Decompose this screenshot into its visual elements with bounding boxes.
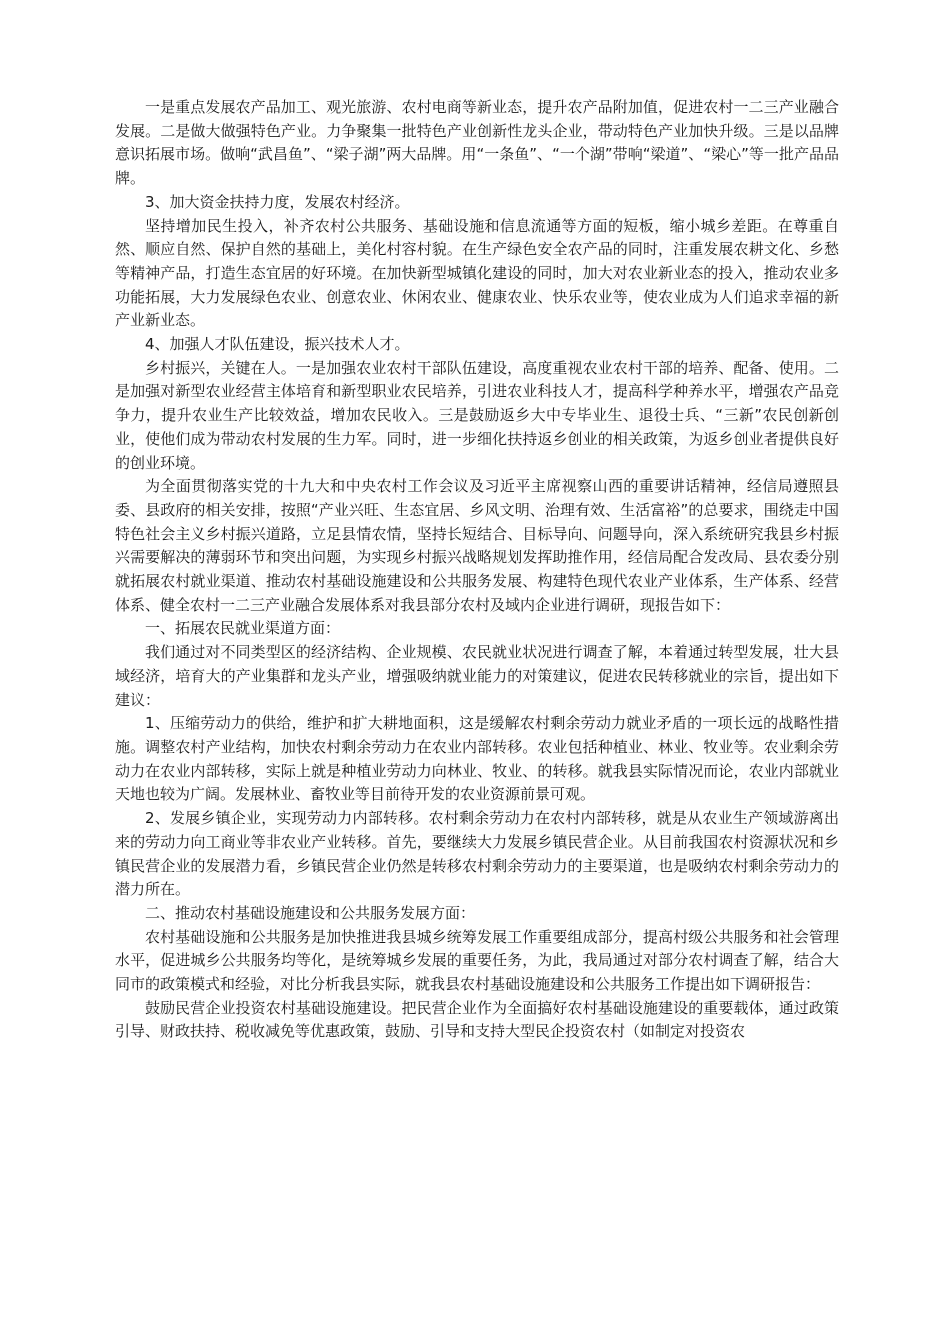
paragraph-labor-supply: 1、压缩劳动力的供给，维护和扩大耕地面积，这是缓解农村剩余劳动力就业矛盾的一项长远的战略性措施。调整农村产业结构，加快农村剩余劳动力在农业内部转移。农业包括种植业、林业、牧业等。农业剩余劳动力在农业内部转移，实际上就是种植业劳动力向林业、牧业、的转移。就我县实际情况而论，农业内部就业天地也较为广阔。发展林业、畜牧业等目前待开发的农业资源前景可观。 <box>115 714 839 804</box>
heading-infrastructure-services: 二、推动农村基础设施建设和公共服务发展方面： <box>145 903 476 922</box>
paragraph-report-intro: 为全面贯彻落实党的十九大和中央农村工作会议及习近平主席视察山西的重要讲话精神，经信局遵照县委、县政府的相关安排，按照“产业兴旺、生态宜居、乡风文明、治理有效、生活富裕”的总要求，围绕走中国特色社会主义乡村振兴道路，立足县情农情，坚持长短结合、目标导向、问题导向，深入系统研究我县乡村振兴需要解决的薄弱环节和突出问题，为实现乡村振兴战略规划发挥助推作用，经信局配合发改局、县农委分别就拓展农村就业渠道、推动农村基础设施建设和公共服务发展、构建特色现代农业产业体系，生产体系、经营体系、健全农村一二三产业融合发展体系对我县部分农村及域内企业进行调研，现报告如下： <box>115 477 839 614</box>
paragraph-township-enterprises: 2、发展乡镇企业，实现劳动力内部转移。农村剩余劳动力在农村内部转移，就是从农业生产领域游离出来的劳动力向工商业等非农业产业转移。首先，要继续大力发展乡镇民营企业。从目前我国农村资源状况和乡镇民营企业的发展潜力看，乡镇民营企业仍然是转移农村剩余劳动力的主要渠道，也是吸纳农村剩余劳动力的潜力所在。 <box>115 809 839 899</box>
paragraph-infrastructure-overview: 农村基础设施和公共服务是加快推进我县城乡统筹发展工作重要组成部分，提高村级公共服务和社会管理水平，促进城乡公共服务均等化，是统筹城乡发展的重要任务，为此，我局通过对部分农村调查了解，结合大同市的政策模式和经验，对比分析我县实际，就我县农村基础设施建设和公共服务工作提出如下调研报告： <box>115 927 839 994</box>
paragraph-private-investment: 鼓励民营企业投资农村基础设施建设。把民营企业作为全面搞好农村基础设施建设的重要载体，通过政策引导、财政扶持、税收减免等优惠政策，鼓励、引导和支持大型民企投资农村（如制定对投资农 <box>115 998 839 1041</box>
paragraph-employment-survey: 我们通过对不同类型区的经济结构、企业规模、农民就业状况进行调查了解，本着通过转型发展，壮大县域经济，培育大的产业集群和龙头产业，增强吸纳就业能力的对策建议，促进农民转移就业的宗旨，提出如下建议： <box>115 643 839 709</box>
heading-employment-channels: 一、拓展农民就业渠道方面： <box>145 619 341 638</box>
heading-funding-support: 3、加大资金扶持力度，发展农村经济。 <box>145 192 410 211</box>
paragraph-livelihood-investment: 坚持增加民生投入，补齐农村公共服务、基础设施和信息流通等方面的短板，缩小城乡差距。在尊重自然、顺应自然、保护自然的基础上，美化村容村貌。在生产绿色安全农产品的同时，注重发展农耕文化、乡愁等精神产品，打造生态宜居的好环境。在加快新型城镇化建设的同时，加大对农业新业态的投入，推动农业多功能拓展，大力发展绿色农业、创意农业、休闲农业、健康农业、快乐农业等，使农业成为人们追求幸福的新产业新业态。 <box>115 216 839 330</box>
paragraph-agri-new-business: 一是重点发展农产品加工、观光旅游、农村电商等新业态，提升农产品附加值，促进农村一二三产业融合发展。二是做大做强特色产业。力争聚集一批特色产业创新性龙头企业，带动特色产业加快升级。三是以品牌意识拓展市场。做响“武昌鱼”、“梁子湖”两大品牌。用“一条鱼”、“一个湖”带响“梁道”、“梁心”等一批产品品牌。 <box>115 98 839 188</box>
paragraph-rural-revitalization-people: 乡村振兴，关键在人。一是加强农业农村干部队伍建设，高度重视农业农村干部的培养、配备、使用。二是加强对新型农业经营主体培育和新型职业农民培养，引进农业科技人才，提高科学种养水平，增强农产品竞争力，提升农业生产比较效益，增加农民收入。三是鼓励返乡大中专毕业生、退役士兵、“三新”农民创新创业，使他们成为带动农村发展的生力军。同时，进一步细化扶持返乡创业的相关政策，为返乡创业者提供良好的创业环境。 <box>115 358 839 472</box>
heading-talent-building: 4、加强人才队伍建设，振兴技术人才。 <box>145 335 410 354</box>
document-body <box>115 96 839 1044</box>
